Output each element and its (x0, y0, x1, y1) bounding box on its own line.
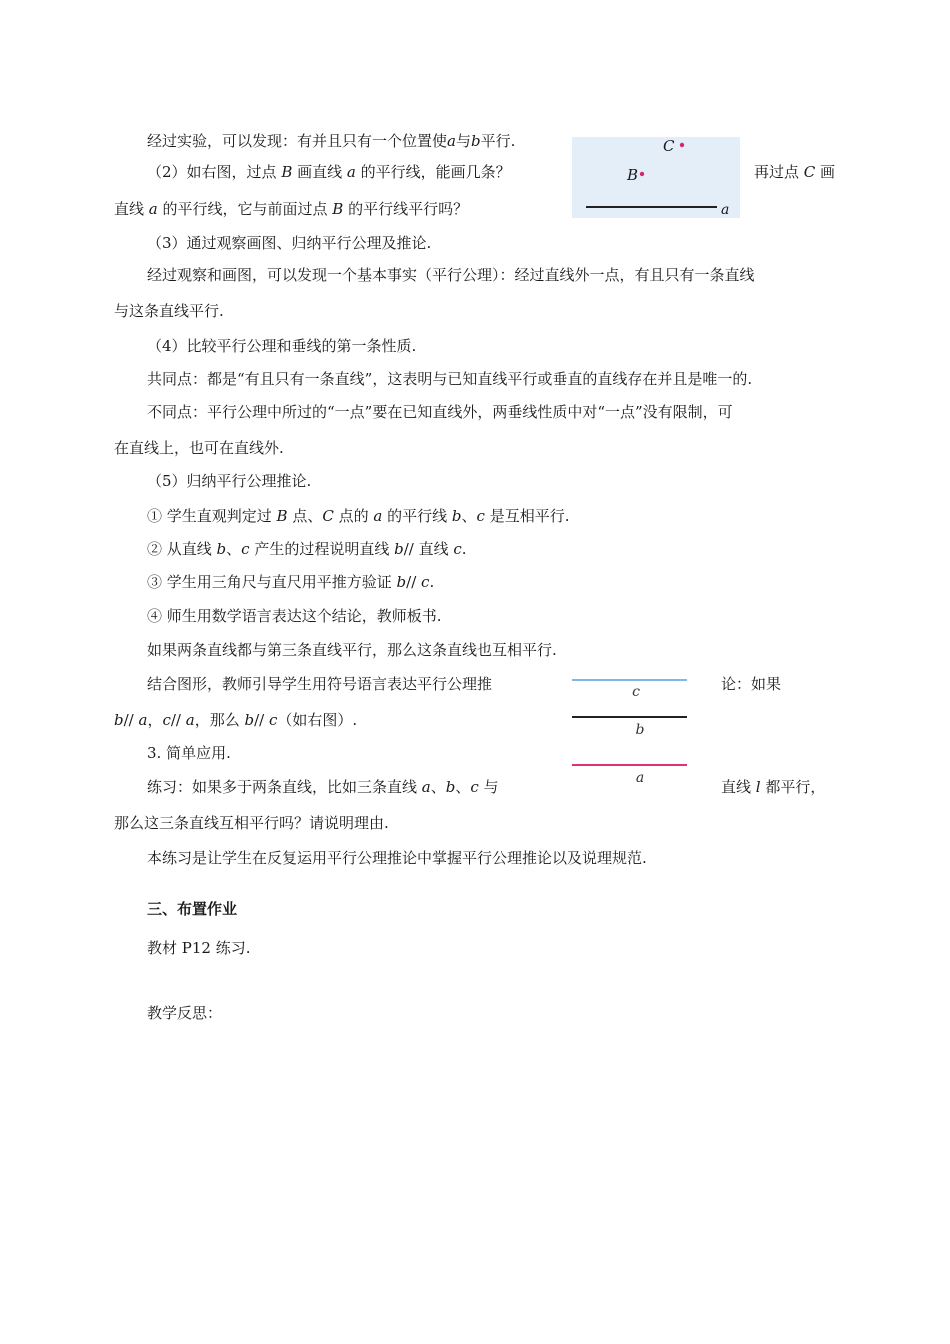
text-line-9: 不同点：平行公理中所过的“一点”要在已知直线外，两垂线性质中对“一点”没有限制，可 (147, 403, 733, 421)
text-line-15: ④ 师生用数学语言表达这个结论，教师板书. (147, 607, 442, 625)
text: 的平行线 (382, 507, 452, 525)
var-c: c (269, 711, 278, 729)
label-a: a (635, 770, 645, 786)
text: 画直线 (292, 163, 347, 181)
var-B: B (332, 200, 344, 218)
var-c: c (453, 540, 462, 558)
label-C: C (663, 137, 675, 155)
var-a: a (346, 163, 356, 181)
var-B: B (276, 507, 288, 525)
var-b: b (114, 711, 124, 729)
var-b: b (216, 540, 227, 558)
text: 的平行线，能画几条？ (355, 163, 511, 181)
text-line-2 (147, 162, 511, 182)
var-C: C (322, 507, 334, 525)
var-c: c (476, 507, 485, 525)
text: ② 从直线 (147, 540, 217, 558)
text: 画 (815, 163, 836, 181)
var-l: l (755, 778, 761, 796)
var-a: a (373, 507, 383, 525)
text: 直线 (721, 778, 756, 796)
text-line-8: 共同点：都是“有且只有一条直线”，这表明与已知直线平行或垂直的直线存在并且是唯一的. (147, 370, 753, 388)
text: 再过点 (754, 163, 804, 181)
text-line-24: 教学反思： (147, 1004, 223, 1022)
text: // 直线 (403, 540, 454, 558)
text: ， (147, 711, 163, 729)
var-b: b (445, 778, 456, 796)
text-line-20-right (721, 777, 825, 797)
text: . (429, 573, 435, 591)
figure-points-and-line (572, 137, 740, 218)
text-line-23: 教材 P12 练习. (147, 939, 251, 957)
text: （2）如右图，过点 (147, 163, 282, 181)
var-c: c (162, 711, 171, 729)
text: 与 (455, 132, 471, 150)
var-c: c (241, 540, 250, 558)
section-heading-homework: 三、布置作业 (147, 900, 238, 918)
figure-three-parallel-lines (570, 672, 695, 790)
text: 直线 (114, 200, 149, 218)
text: 都平行， (760, 778, 826, 796)
point-C (680, 143, 684, 147)
var-B: B (281, 163, 293, 181)
text-line-11: （5）归纳平行公理推论. (147, 472, 312, 490)
text: 点、 (287, 507, 323, 525)
var-b: b (244, 711, 255, 729)
text: 、 (461, 507, 477, 525)
var-b: b (470, 132, 481, 150)
text: 与 (478, 778, 499, 796)
var-a: a (185, 711, 195, 729)
text: ③ 学生用三角尺与直尺用平推方验证 (147, 573, 397, 591)
figure-2-svg (570, 672, 695, 790)
text: 、 (430, 778, 446, 796)
var-b: b (396, 573, 407, 591)
text: // (254, 711, 269, 729)
text-line-16: 如果两条直线都与第三条直线平行，那么这条直线也互相平行. (147, 641, 557, 659)
text: 点的 (333, 507, 374, 525)
var-a: a (138, 711, 148, 729)
text: 、 (455, 778, 471, 796)
text-line-3 (114, 199, 468, 219)
text: ① 学生直观判定过 (147, 507, 277, 525)
text-line-21: 那么这三条直线互相平行吗？请说明理由. (114, 814, 389, 832)
label-c: c (632, 684, 640, 700)
text-line-22: 本练习是让学生在反复运用平行公理推论中掌握平行公理推论以及说理规范. (147, 849, 647, 867)
text: 的平行线平行吗？ (343, 200, 469, 218)
var-b: b (451, 507, 462, 525)
text: . (461, 540, 467, 558)
text-line-12 (147, 506, 569, 526)
text: 经过实验，可以发现：有并且只有一个位置使 (147, 132, 448, 150)
text-line-19: 3. 简单应用. (147, 744, 231, 762)
text-line-1 (147, 131, 515, 151)
text-line-20 (147, 777, 499, 797)
var-a: a (421, 778, 431, 796)
text: // (406, 573, 422, 591)
var-c: c (421, 573, 430, 591)
text-line-18 (114, 710, 357, 730)
text-line-17: 结合图形，教师引导学生用符号语言表达平行公理推 (147, 675, 493, 693)
var-a: a (148, 200, 158, 218)
text: // (123, 711, 139, 729)
text: 平行. (480, 132, 516, 150)
var-a: a (447, 132, 456, 150)
var-c: c (470, 778, 479, 796)
text-line-13 (147, 539, 467, 559)
point-B (640, 172, 644, 176)
label-a: a (721, 202, 730, 218)
label-B: B (627, 166, 639, 184)
text: 练习：如果多于两条直线，比如三条直线 (147, 778, 422, 796)
text-line-10: 在直线上，也可在直线外. (114, 439, 284, 457)
text: 、 (226, 540, 242, 558)
var-b: b (394, 540, 404, 558)
text: // (170, 711, 186, 729)
text-line-14 (147, 572, 434, 592)
text-line-6: 与这条直线平行. (114, 302, 224, 320)
text: 的平行线，它与前面过点 (157, 200, 333, 218)
text: 产生的过程说明直线 (249, 540, 395, 558)
text: （如右图）. (277, 711, 358, 729)
var-C: C (803, 163, 816, 181)
figure-1-svg (572, 137, 740, 218)
text: ，那么 (194, 711, 245, 729)
label-b: b (635, 722, 645, 738)
text: 是互相平行. (484, 507, 570, 525)
text-line-17-right: 论：如果 (721, 675, 782, 693)
text-line-2-right (754, 162, 835, 182)
text-line-5: 经过观察和画图，可以发现一个基本事实（平行公理）：经过直线外一点，有且只有一条直线 (147, 266, 755, 284)
text-line-4: （3）通过观察画图、归纳平行公理及推论. (147, 234, 432, 252)
text-line-7: （4）比较平行公理和垂线的第一条性质. (147, 337, 417, 355)
